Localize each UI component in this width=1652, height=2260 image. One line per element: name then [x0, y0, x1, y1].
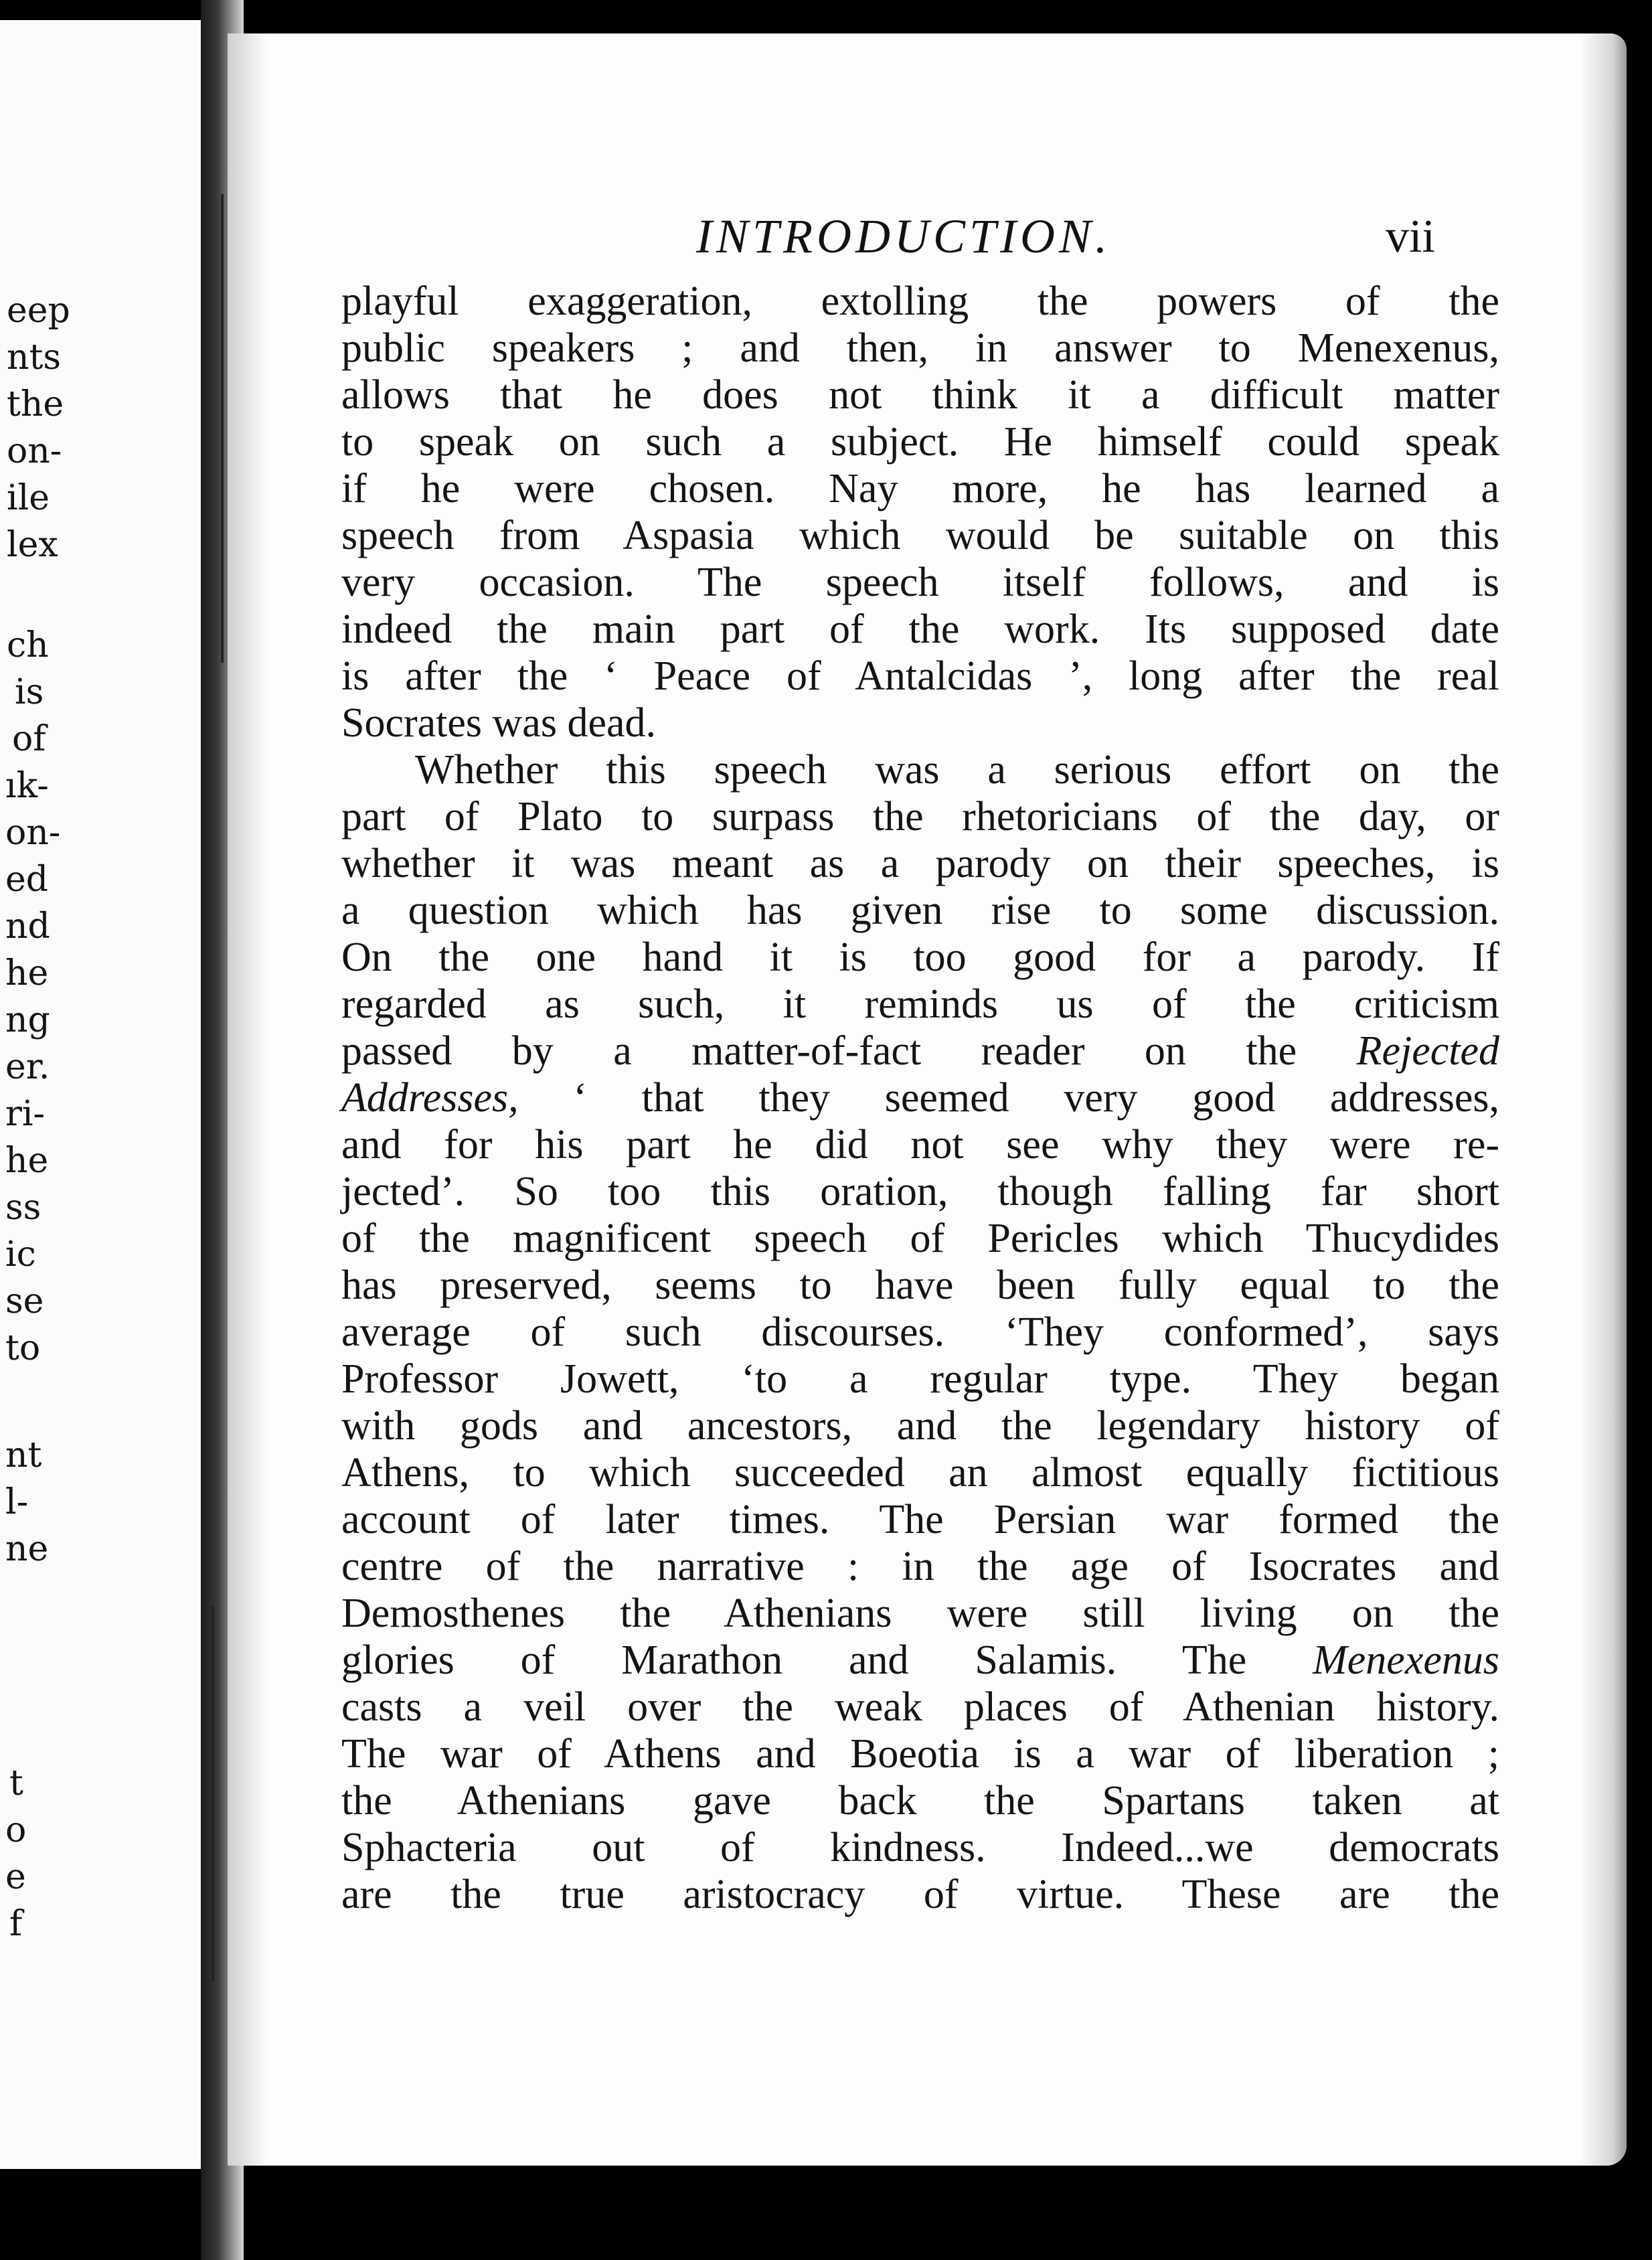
left-page-text: l- [5, 1482, 29, 1522]
left-page-text: ch [7, 625, 49, 665]
text-line: a question which has given rise to some discussion. [341, 888, 1499, 933]
binding-thread [212, 1607, 214, 1982]
text-run: glories of Marathon and Salamis. The [341, 1637, 1313, 1683]
left-page-text: ri- [5, 1094, 46, 1134]
text-line: Athens, to which succeeded an almost equally fictitious [341, 1450, 1499, 1496]
text-line: public speakers ; and then, in answer to Menexenus, [341, 325, 1499, 371]
left-page-text: of [12, 719, 46, 759]
left-page-text: ng [5, 1000, 50, 1040]
left-page-text: ss [5, 1188, 42, 1228]
left-page-text: nd [5, 906, 50, 947]
left-page-text: the [7, 384, 64, 424]
left-page-text: nts [7, 337, 62, 378]
text-line: regarded as such, it reminds us of the criticism [341, 981, 1499, 1027]
text-line: Whether this speech was a serious effort on the [415, 747, 1499, 793]
text-line: if he were chosen. Nay more, he has learned a [341, 466, 1499, 511]
page-shadow [228, 33, 268, 2166]
text-line: average of such discourses. ‘They conformed’, says [341, 1309, 1499, 1355]
left-page-text: ile [7, 478, 50, 518]
text-line: Demosthenes the Athenians were still living on the [341, 1591, 1499, 1636]
text-line: On the one hand it is too good for a parody. If [341, 935, 1499, 980]
left-page-text: on- [7, 431, 62, 471]
left-page-text: he [5, 953, 49, 993]
text-line: jected’. So too this oration, though falling far short [341, 1169, 1499, 1214]
text-line: whether it was meant as a parody on their speeches, is [341, 841, 1499, 886]
left-page-text: se [5, 1281, 44, 1321]
text-line: centre of the narrative : in the age of Isocrates and [341, 1544, 1499, 1589]
left-page-text: on- [5, 813, 61, 853]
left-page-text: eep [7, 291, 70, 331]
text-run: ‘ that they seemed very good addresses, [518, 1075, 1499, 1121]
left-page-text: t [9, 1763, 23, 1803]
italic-title: Menexenus [1313, 1637, 1499, 1683]
text-line: Socrates was dead. [341, 700, 656, 746]
left-page-text: f [9, 1904, 23, 1944]
text-run: passed by a matter-of-fact reader on the [341, 1028, 1357, 1074]
left-page-text: is [15, 672, 44, 712]
left-page-text: nt [5, 1435, 42, 1475]
left-page-text: he [5, 1141, 49, 1181]
text-line: indeed the main part of the work. Its supposed date [341, 607, 1499, 652]
text-line: The war of Athens and Boeotia is a war of liberation ; [341, 1731, 1499, 1777]
text-line: speech from Aspasia which would be suitable on this [341, 513, 1499, 558]
left-page-text: ic [5, 1234, 36, 1275]
left-page-text: ne [5, 1529, 49, 1569]
italic-title: Rejected [1356, 1028, 1499, 1074]
body-text [341, 278, 1499, 1918]
text-line: Professor Jowett, ‘to a regular type. They began [341, 1356, 1499, 1402]
text-line: casts a veil over the weak places of Athenian history. [341, 1684, 1499, 1730]
text-line [341, 1028, 1499, 1074]
text-line: is after the ‘ Peace of Antalcidas ’, long after the real [341, 653, 1499, 699]
running-head: INTRODUCTION. [696, 210, 1112, 263]
left-page-text: ed [5, 860, 49, 900]
page-edge [1580, 33, 1627, 2166]
text-line: with gods and ancestors, and the legendary history of [341, 1403, 1499, 1449]
text-line: very occasion. The speech itself follows, and is [341, 560, 1499, 605]
text-line: has preserved, seems to have been fully equal to the [341, 1263, 1499, 1308]
text-line: to speak on such a subject. He himself could speak [341, 419, 1499, 465]
left-page-text: er. [5, 1047, 50, 1087]
previous-page-fragment [0, 20, 201, 2169]
text-line: Sphacteria out of kindness. Indeed...we democrats [341, 1825, 1499, 1870]
text-line: the Athenians gave back the Spartans taken at [341, 1778, 1499, 1824]
text-line: are the true aristocracy of virtue. These are the [341, 1872, 1499, 1917]
text-line: and for his part he did not see why they were re- [341, 1122, 1499, 1167]
text-line: playful exaggeration, extolling the powers of the [341, 278, 1499, 324]
italic-title: Addresses, [341, 1075, 519, 1121]
text-line: allows that he does not think it a difficult matter [341, 372, 1499, 418]
left-page-text: ık- [5, 766, 49, 806]
text-line: of the magnificent speech of Pericles which Thucydides [341, 1216, 1499, 1261]
left-page-text: to [5, 1328, 41, 1368]
book-page [228, 33, 1627, 2166]
page-number: vii [1386, 211, 1435, 262]
text-line [341, 1074, 1499, 1121]
text-line [341, 1637, 1499, 1684]
left-page-text: e [5, 1857, 26, 1897]
text-line: account of later times. The Persian war formed the [341, 1497, 1499, 1542]
left-page-text: o [5, 1810, 27, 1850]
text-line: part of Plato to surpass the rhetoricians of the day, or [341, 794, 1499, 839]
binding-thread [221, 194, 224, 663]
left-page-text: lex [7, 525, 58, 565]
